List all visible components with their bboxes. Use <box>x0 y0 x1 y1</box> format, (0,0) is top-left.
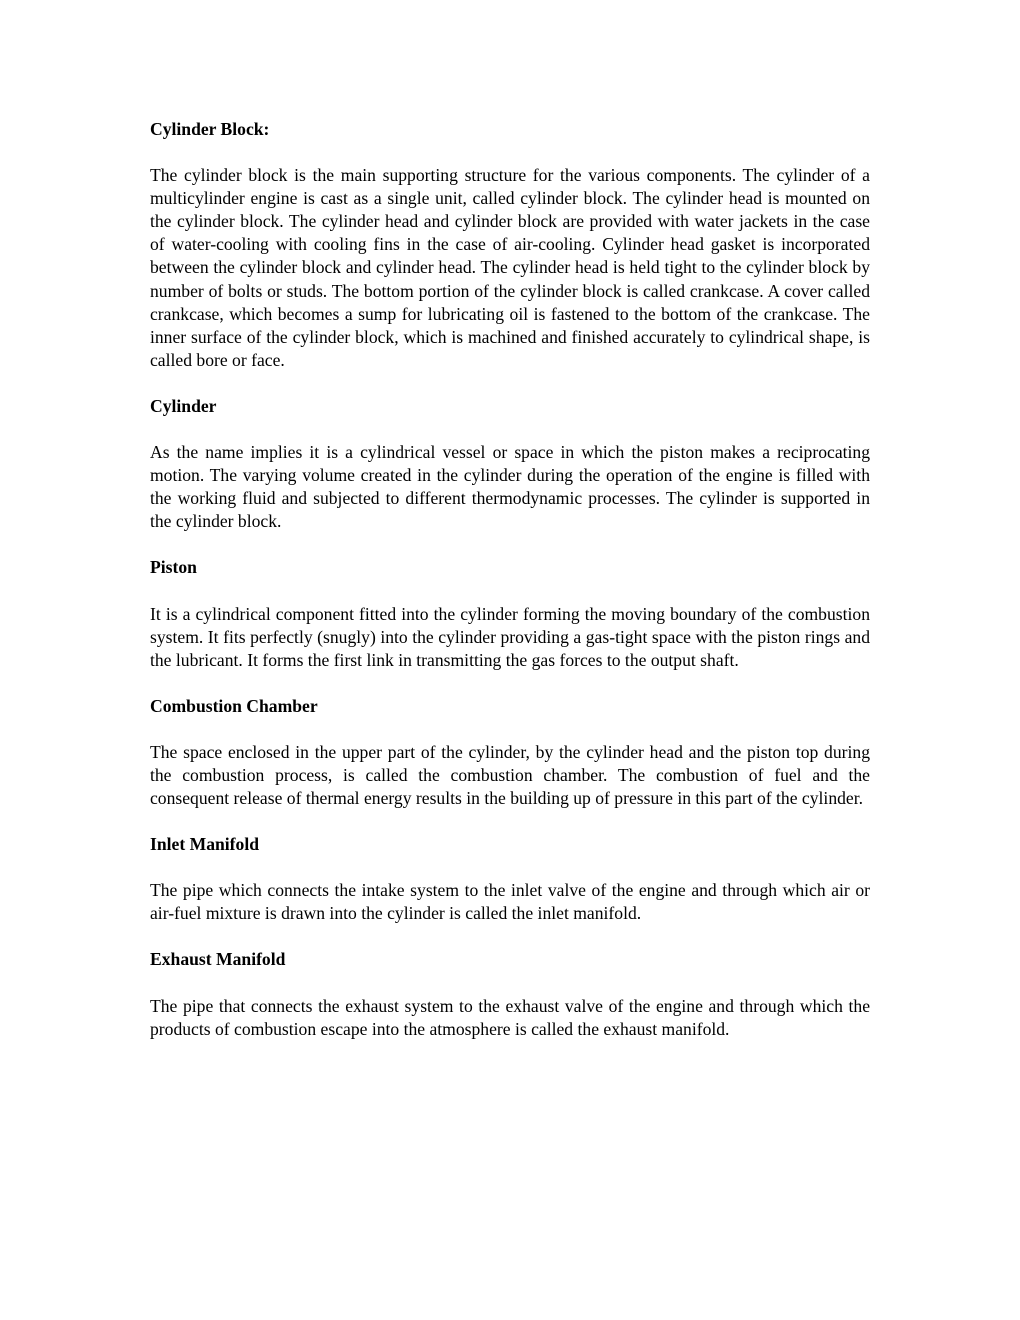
section-inlet-manifold <box>150 833 870 925</box>
section-paragraph: The space enclosed in the upper part of the cylinder, by the cylinder head and the piston top during the combustion process, is called the combustion chamber. The combustion of fuel and the consequent release of thermal energy results in the building up of pressure in this part of the cylinder. <box>150 741 870 809</box>
section-combustion-chamber <box>150 695 870 810</box>
section-piston <box>150 556 870 671</box>
section-heading: Piston <box>150 557 197 578</box>
section-cylinder-block <box>150 118 870 372</box>
section-cylinder <box>150 395 870 533</box>
document-content <box>150 118 870 1064</box>
section-paragraph: The pipe which connects the intake system to the inlet valve of the engine and through which air or air-fuel mixture is drawn into the cylinder is called the inlet manifold. <box>150 880 870 924</box>
section-paragraph: As the name implies it is a cylindrical vessel or space in which the piston makes a reciprocating motion. The varying volume created in the cylinder during the operation of the engine is filled with the working fluid and subjected to different thermodynamic processes. The cylinder is supported in the cylinder block. <box>150 442 870 532</box>
section-heading: Exhaust Manifold <box>150 949 286 970</box>
section-paragraph: The cylinder block is the main supporting structure for the various components. The cylinder of a multicylinder engine is cast as a single unit, called cylinder block. The cylinder head is mounted on the cylinder block. The cylinder head and cylinder block are provided with water jackets in the case of water-cooling with cooling fins in the case of air-cooling. Cylinder head gasket is incorporated between the cylinder block and cylinder head. The cylinder head is held tight to the cylinder block by number of bolts or studs. The bottom portion of the cylinder block is called crankcase. A cover called crankcase, which becomes a sump for lubricating oil is fastened to the bottom of the crankcase. The inner surface of the cylinder block, which is machined and finished accurately to cylindrical shape, is called bore or face. <box>150 165 870 370</box>
section-exhaust-manifold <box>150 948 870 1040</box>
section-heading: Cylinder Block: <box>150 119 270 139</box>
section-paragraph: The pipe that connects the exhaust system to the exhaust valve of the engine and through which the products of combustion escape into the atmosphere is called the exhaust manifold. <box>150 995 870 1039</box>
section-paragraph: It is a cylindrical component fitted into the cylinder forming the moving boundary of the combustion system. It fits perfectly (snugly) into the cylinder providing a gas-tight space with the piston rings and the lubricant. It forms the first link in transmitting the gas forces to the output shaft. <box>150 603 870 670</box>
section-heading: Cylinder <box>150 395 217 416</box>
section-heading: Combustion Chamber <box>150 695 318 716</box>
section-heading: Inlet Manifold <box>150 834 259 855</box>
